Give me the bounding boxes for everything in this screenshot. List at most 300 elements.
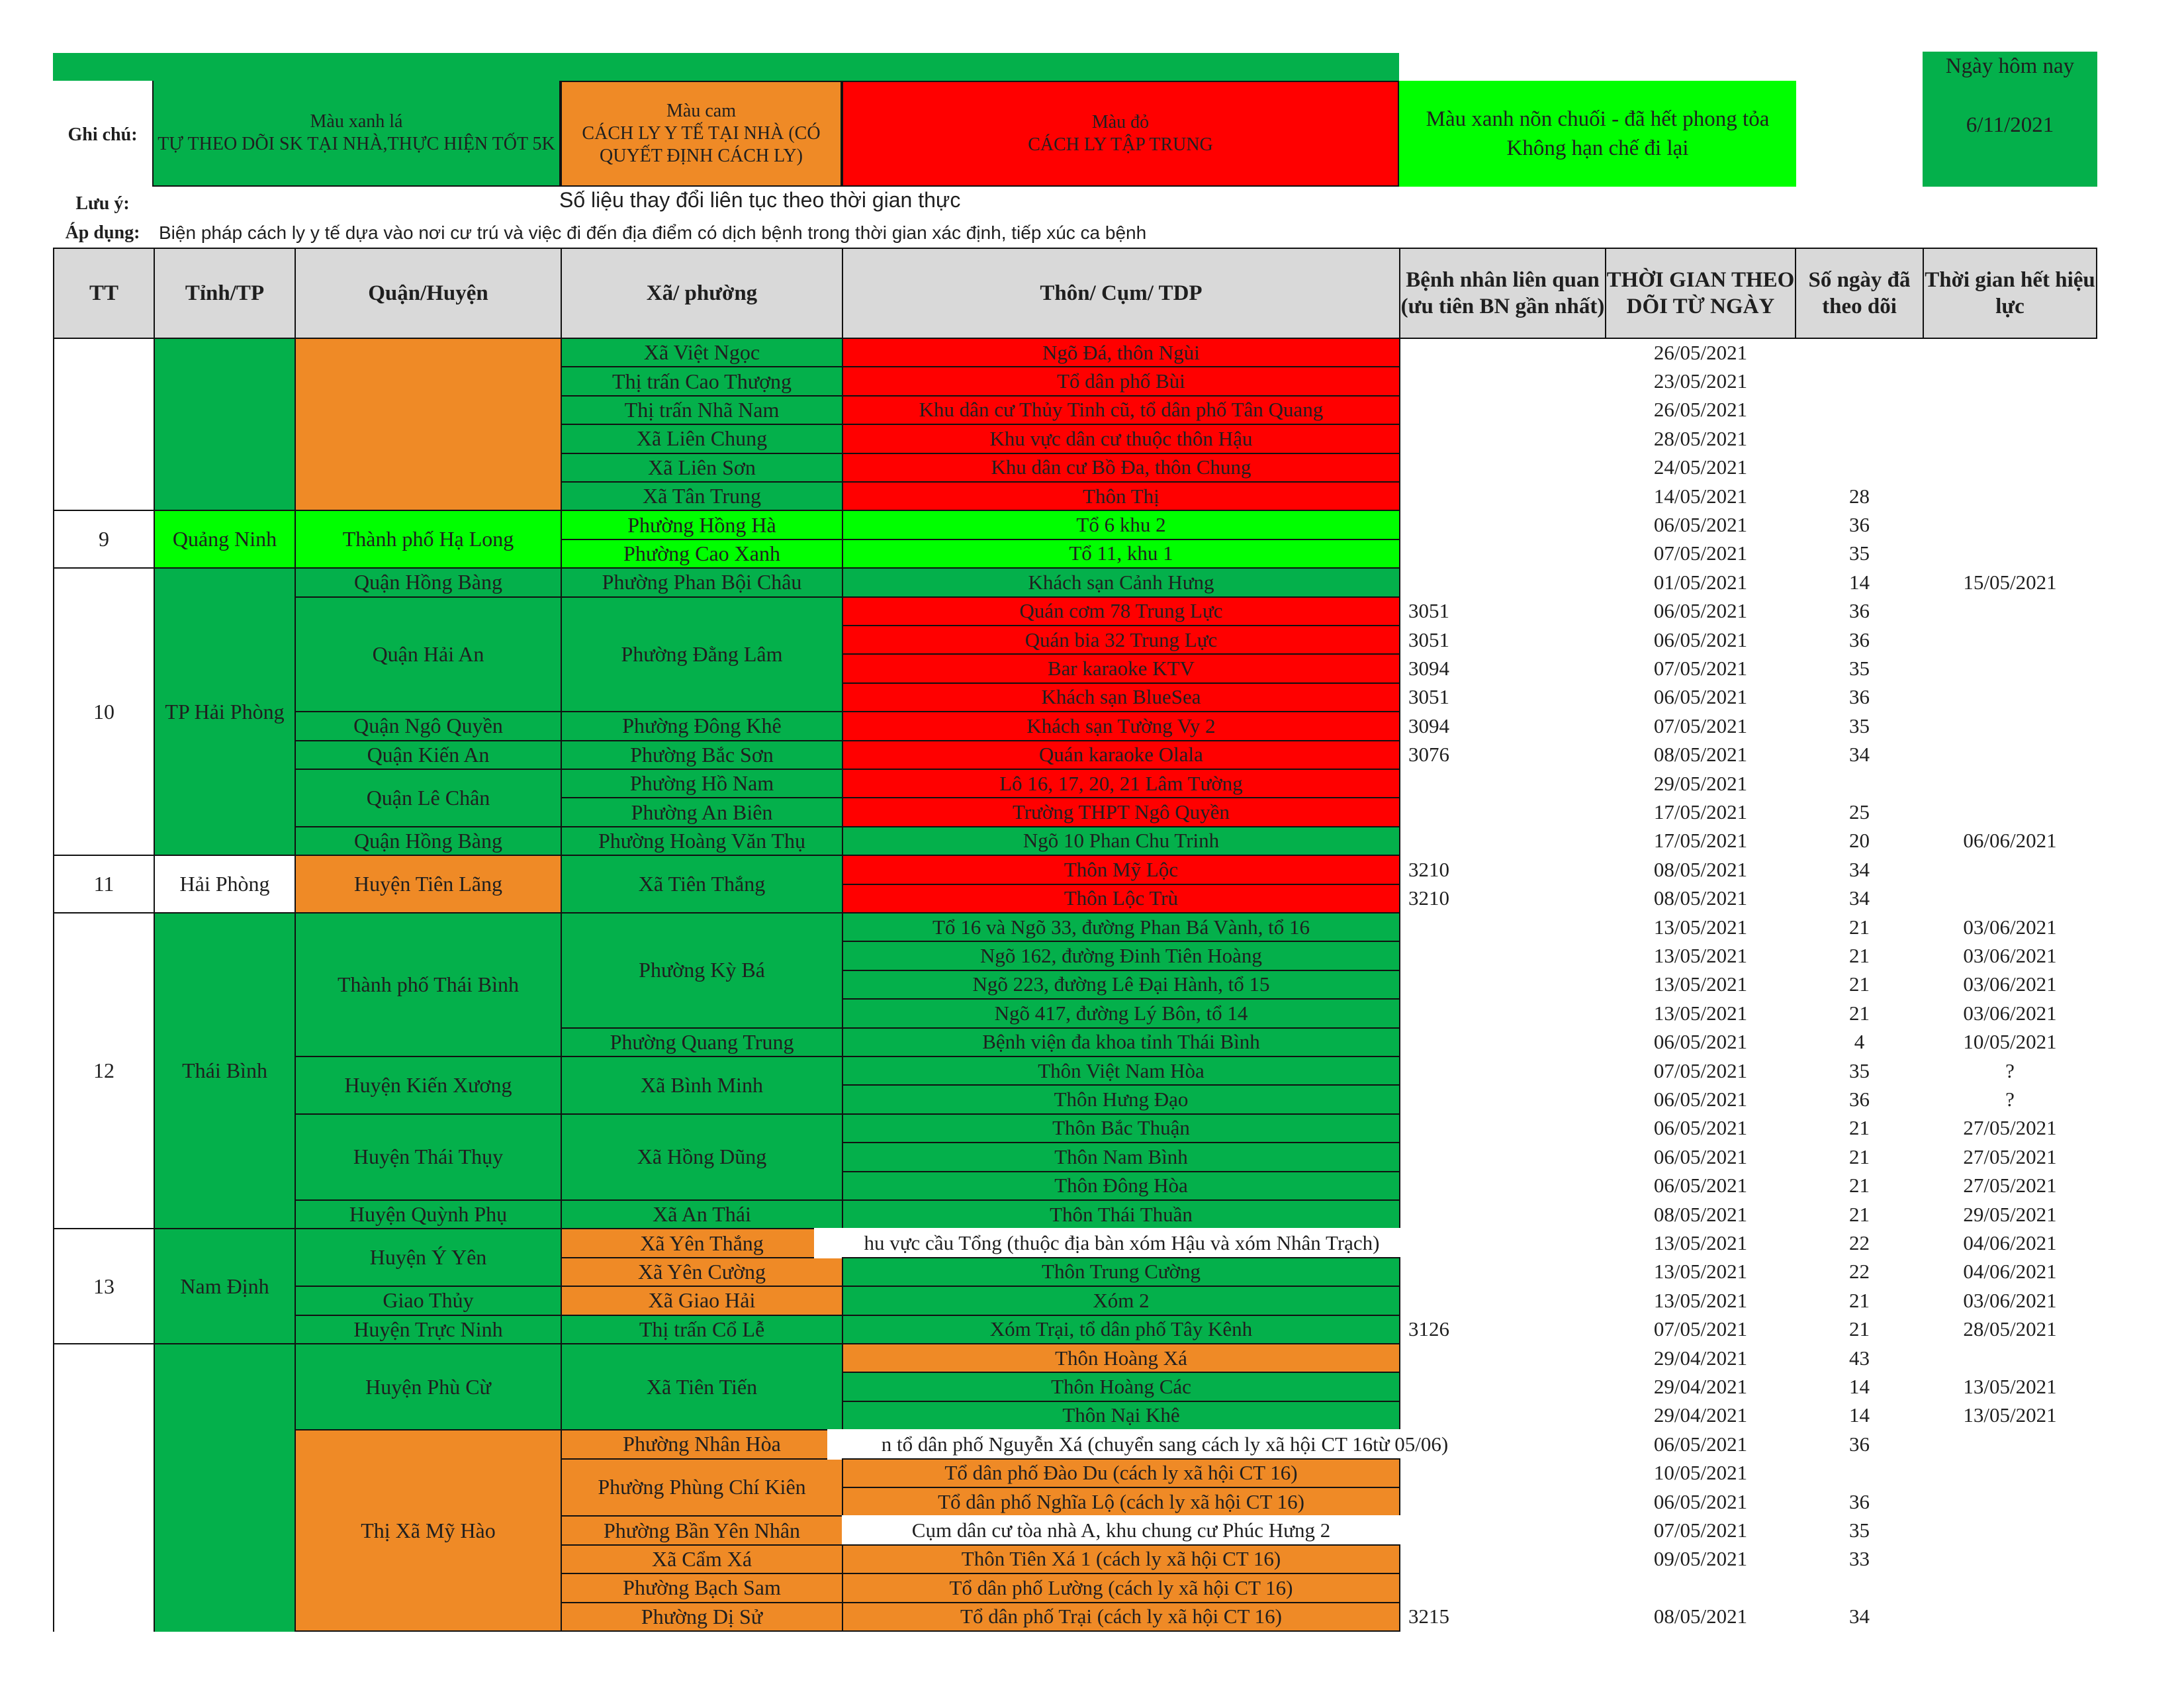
ward-cell: Thị trấn Cao Thượng <box>561 366 843 396</box>
expiry-date: 03/06/2021 <box>1963 1288 2057 1312</box>
header-tt: TT <box>53 248 155 339</box>
expiry-date: 03/06/2021 <box>1963 944 2057 968</box>
start-date: 06/05/2021 <box>1653 1116 1748 1140</box>
ward-cell: Xã Cẩm Xá <box>561 1544 843 1574</box>
start-date: 29/05/2021 <box>1653 771 1748 795</box>
header-exp: Thời gian hết hiệu lực <box>1923 248 2097 339</box>
patient-id <box>1399 1372 1606 1401</box>
place-cell: Khách sạn Cảnh Hưng <box>842 567 1400 597</box>
expiry-date: 06/06/2021 <box>1963 829 2057 853</box>
days-count: 35 <box>1849 714 1870 737</box>
group-number: 9 <box>53 510 155 569</box>
expiry-date <box>1923 424 2097 453</box>
legend-lime <box>1399 81 1796 187</box>
patient-id <box>1399 453 1606 483</box>
district-cell: Huyện Phù Cừ <box>295 1343 562 1430</box>
group-number: 11 <box>53 855 155 914</box>
ward-cell: Phường Phan Bội Châu <box>561 567 843 597</box>
district-cell <box>295 338 562 511</box>
place-cell: Khu vực dân cư thuộc thôn Hậu <box>842 424 1400 453</box>
expiry-date: 10/05/2021 <box>1963 1030 2057 1054</box>
ward-cell: Phường Hồ Nam <box>561 769 843 798</box>
patient-id <box>1399 1286 1606 1315</box>
start-date: 06/05/2021 <box>1653 1489 1748 1513</box>
days-count: 21 <box>1849 944 1870 968</box>
place-cell: Khách sạn Tường Vy 2 <box>842 711 1400 741</box>
place-cell: Khu dân cư Bồ Đa, thôn Chung <box>842 453 1400 483</box>
days-count: 34 <box>1849 857 1870 881</box>
start-date: 09/05/2021 <box>1653 1547 1748 1571</box>
group-number: 10 <box>53 567 155 856</box>
start-date: 01/05/2021 <box>1653 570 1748 594</box>
expiry-date: ? <box>2005 1058 2015 1082</box>
days-count <box>1795 769 1924 798</box>
days-count: 33 <box>1849 1547 1870 1571</box>
patient-id: 3051 <box>1408 599 1449 623</box>
patient-id <box>1399 424 1606 453</box>
place-cell: Thôn Việt Nam Hòa <box>842 1056 1400 1086</box>
ward-cell: Phường Hoàng Văn Thụ <box>561 826 843 856</box>
expiry-date <box>1923 366 2097 396</box>
place-cell: Tổ 16 và Ngõ 33, đường Phan Bá Vành, tổ 16 <box>842 912 1400 942</box>
legend-green-title: Màu xanh lá <box>310 111 403 132</box>
place-cell: Thôn Bắc Thuận <box>842 1113 1400 1143</box>
days-count: 21 <box>1849 1001 1870 1025</box>
days-count: 34 <box>1849 886 1870 910</box>
days-count: 28 <box>1849 484 1870 508</box>
expiry-date <box>1923 1487 2097 1517</box>
district-cell: Huyện Kiến Xương <box>295 1056 562 1115</box>
patient-id: 3126 <box>1408 1317 1449 1341</box>
legend-top-bar <box>53 53 1399 81</box>
legend-orange-text: CÁCH LY Y TẾ TẠI NHÀ (CÓ QUYẾT ĐỊNH CÁCH LY) <box>582 123 821 166</box>
days-count: 35 <box>1849 1519 1870 1542</box>
district-cell: Huyện Ý Yên <box>295 1228 562 1287</box>
place-cell: Quán karaoke Olala <box>842 740 1400 770</box>
province-cell <box>154 1343 296 1632</box>
place-cell: Thôn Đông Hòa <box>842 1171 1400 1201</box>
expiry-date <box>1923 1458 2097 1488</box>
start-date: 07/05/2021 <box>1653 714 1748 737</box>
expiry-date <box>1923 682 2097 712</box>
days-count: 21 <box>1849 1317 1870 1341</box>
start-date: 24/05/2021 <box>1653 455 1748 479</box>
patient-id <box>1399 1573 1606 1603</box>
days-count: 21 <box>1849 1202 1870 1226</box>
days-count: 21 <box>1849 1174 1870 1197</box>
ward-cell: Xã Liên Chung <box>561 424 843 453</box>
place-cell: Thôn Hưng Đạo <box>842 1084 1400 1114</box>
patient-id: 3051 <box>1408 628 1449 651</box>
start-date: 06/05/2021 <box>1653 1145 1748 1168</box>
patient-id <box>1399 1084 1606 1114</box>
place-cell: Thôn Mỹ Lộc <box>842 855 1400 884</box>
start-date: 29/04/2021 <box>1653 1403 1748 1427</box>
province-cell: Quảng Ninh <box>154 510 296 569</box>
patient-id <box>1399 1171 1606 1201</box>
header-quan: Quận/Huyện <box>295 248 562 339</box>
start-date: 13/05/2021 <box>1653 1260 1748 1284</box>
place-cell: Thôn Hoàng Xá <box>842 1343 1400 1373</box>
luu-y-text: Số liệu thay đổi liên tục theo thời gian thực <box>559 188 961 212</box>
place-cell: Tổ dân phố Bùi <box>842 366 1400 396</box>
expiry-date: 03/06/2021 <box>1963 915 2057 939</box>
start-date: 13/05/2021 <box>1653 1231 1748 1255</box>
start-date: 08/05/2021 <box>1653 886 1748 910</box>
today-box <box>1923 52 2097 187</box>
ward-cell: Phường An Biên <box>561 797 843 827</box>
place-cell: Ngõ 223, đường Lê Đại Hành, tổ 15 <box>842 970 1400 1000</box>
days-count: 14 <box>1849 1403 1870 1427</box>
expiry-date: 04/06/2021 <box>1963 1260 2057 1284</box>
patient-id <box>1399 1487 1606 1517</box>
patient-id <box>1399 912 1606 942</box>
place-cell: Bar karaoke KTV <box>842 653 1400 683</box>
ward-cell: Xã Giao Hải <box>561 1286 843 1315</box>
place-cell: Cụm dân cư tòa nhà A, khu chung cư Phúc Hưng 2 <box>842 1515 1400 1545</box>
ward-cell: Phường Hồng Hà <box>561 510 843 539</box>
district-cell: Huyện Thái Thụy <box>295 1113 562 1201</box>
days-count: 34 <box>1849 1605 1870 1628</box>
days-count: 36 <box>1849 1432 1870 1456</box>
days-count: 36 <box>1849 685 1870 709</box>
patient-id: 3215 <box>1408 1605 1449 1628</box>
days-count: 34 <box>1849 743 1870 767</box>
district-cell: Thành phố Hạ Long <box>295 510 562 569</box>
start-date: 06/05/2021 <box>1653 685 1748 709</box>
expiry-date: 27/05/2021 <box>1963 1116 2057 1140</box>
days-count: 14 <box>1849 570 1870 594</box>
patient-id: 3094 <box>1408 657 1449 680</box>
start-date: 10/05/2021 <box>1653 1461 1748 1485</box>
district-cell: Giao Thủy <box>295 1286 562 1315</box>
legend-green-text: TỰ THEO DÕI SK TẠI NHÀ,THỰC HIỆN TỐT 5K <box>158 134 555 154</box>
patient-id: 3076 <box>1408 743 1449 767</box>
patient-id <box>1399 1257 1606 1287</box>
expiry-date: 13/05/2021 <box>1963 1403 2057 1427</box>
place-cell: Xóm 2 <box>842 1286 1400 1315</box>
days-count: 21 <box>1849 1145 1870 1168</box>
patient-id <box>1399 1343 1606 1373</box>
legend-label: Ghi chú: <box>68 124 138 145</box>
days-count <box>1795 424 1924 453</box>
ap-dung-label: Áp dụng: <box>65 222 140 243</box>
ward-cell: Phường Kỳ Bá <box>561 912 843 1029</box>
place-cell: Thôn Tiên Xá 1 (cách ly xã hội CT 16) <box>842 1544 1400 1574</box>
district-cell: Thị Xã Mỹ Hào <box>295 1429 562 1632</box>
patient-id <box>1399 1199 1606 1229</box>
start-date: 07/05/2021 <box>1653 1519 1748 1542</box>
expiry-date: 03/06/2021 <box>1963 1001 2057 1025</box>
ward-cell: Phường Bắc Sơn <box>561 740 843 770</box>
days-count: 21 <box>1849 1288 1870 1312</box>
expiry-date <box>1923 797 2097 827</box>
patient-id: 3094 <box>1408 714 1449 737</box>
province-cell: Thái Bình <box>154 912 296 1229</box>
legend-red-text: CÁCH LY TẬP TRUNG <box>1028 134 1213 155</box>
start-date: 17/05/2021 <box>1653 829 1748 853</box>
group-number <box>53 338 155 511</box>
patient-id: 3210 <box>1408 886 1449 910</box>
place-cell: Ngõ Đá, thôn Ngùi <box>842 338 1400 367</box>
expiry-date: ? <box>2005 1088 2015 1111</box>
place-cell: Quán bia 32 Trung Lực <box>842 625 1400 655</box>
ward-cell: Thị trấn Cổ Lễ <box>561 1315 843 1344</box>
ward-cell: Phường Đông Khê <box>561 711 843 741</box>
ward-cell: Xã Việt Ngọc <box>561 338 843 367</box>
patient-id <box>1399 797 1606 827</box>
today-value: 6/11/2021 <box>1966 113 2054 137</box>
group-number: 13 <box>53 1228 155 1344</box>
patient-id <box>1399 941 1606 970</box>
expiry-date <box>1923 1515 2097 1545</box>
legend-red <box>842 81 1399 187</box>
start-date: 06/05/2021 <box>1653 599 1748 623</box>
expiry-date <box>1923 510 2097 539</box>
expiry-date <box>1923 481 2097 511</box>
header-days: Số ngày đã theo dõi <box>1795 248 1924 339</box>
expiry-date <box>1923 855 2097 884</box>
patient-id <box>1399 998 1606 1028</box>
patient-id <box>1399 769 1606 798</box>
expiry-date <box>1923 1573 2097 1603</box>
group-number <box>53 1343 155 1632</box>
place-cell: Thôn Nam Bình <box>842 1142 1400 1172</box>
patient-id <box>1399 539 1606 569</box>
patient-id <box>1399 826 1606 856</box>
expiry-date: 29/05/2021 <box>1963 1202 2057 1226</box>
days-count: 22 <box>1849 1231 1870 1255</box>
ap-dung-text: Biện pháp cách ly y tế dựa vào nơi cư trú và việc đi đến địa điểm có dịch bệnh trong thời gian xác định, tiếp xúc ca bệnh <box>159 222 1147 243</box>
start-date: 08/05/2021 <box>1653 1202 1748 1226</box>
days-count: 14 <box>1849 1375 1870 1399</box>
patient-id <box>1399 1544 1606 1574</box>
place-cell: Thôn Thái Thuần <box>842 1199 1400 1229</box>
days-count: 36 <box>1849 513 1870 537</box>
start-date: 07/05/2021 <box>1653 541 1748 565</box>
legend-lime-text: Không hạn chế đi lại <box>1506 136 1689 160</box>
patient-id: 3210 <box>1408 857 1449 881</box>
days-count: 36 <box>1849 599 1870 623</box>
start-date: 06/05/2021 <box>1653 1088 1748 1111</box>
ward-cell: Xã Tiên Thắng <box>561 855 843 914</box>
start-date <box>1605 1573 1796 1603</box>
start-date: 06/05/2021 <box>1653 1174 1748 1197</box>
province-cell: TP Hải Phòng <box>154 567 296 856</box>
legend-orange-title: Màu cam <box>666 101 736 121</box>
patient-id <box>1399 510 1606 539</box>
days-count: 21 <box>1849 972 1870 996</box>
start-date: 07/05/2021 <box>1653 1058 1748 1082</box>
start-date: 26/05/2021 <box>1653 398 1748 422</box>
district-cell: Huyện Quỳnh Phụ <box>295 1199 562 1229</box>
place-cell: Trường THPT Ngô Quyền <box>842 797 1400 827</box>
expiry-date <box>1923 338 2097 367</box>
district-cell: Quận Hồng Bàng <box>295 567 562 597</box>
patient-id <box>1399 1142 1606 1172</box>
patient-id <box>1399 338 1606 367</box>
district-cell: Huyện Trực Ninh <box>295 1315 562 1344</box>
group-number: 12 <box>53 912 155 1229</box>
expiry-date <box>1923 539 2097 569</box>
patient-id <box>1399 1113 1606 1143</box>
ward-cell: Phường Dị Sử <box>561 1602 843 1632</box>
legend-lime-title: Màu xanh nõn chuối - đã hết phong tỏa <box>1426 107 1770 131</box>
province-cell: Nam Định <box>154 1228 296 1344</box>
expiry-date <box>1923 596 2097 626</box>
expiry-date <box>1923 1429 2097 1459</box>
days-count: 36 <box>1849 1088 1870 1111</box>
today-label: Ngày hôm nay <box>1945 54 2075 78</box>
expiry-date <box>1923 1343 2097 1373</box>
patient-id <box>1399 395 1606 425</box>
days-count <box>1795 1458 1924 1488</box>
start-date: 06/05/2021 <box>1653 1432 1748 1456</box>
place-cell: Ngõ 10 Phan Chu Trinh <box>842 826 1400 856</box>
place-cell: Tổ 6 khu 2 <box>842 510 1400 539</box>
expiry-date: 15/05/2021 <box>1963 570 2057 594</box>
district-cell: Quận Hải An <box>295 596 562 713</box>
place-cell: Xóm Trại, tổ dân phố Tây Kênh <box>842 1315 1400 1344</box>
patient-id <box>1399 481 1606 511</box>
start-date: 06/05/2021 <box>1653 513 1748 537</box>
ward-cell: Xã Liên Sơn <box>561 453 843 483</box>
start-date: 29/04/2021 <box>1653 1346 1748 1370</box>
expiry-date: 04/06/2021 <box>1963 1231 2057 1255</box>
days-count: 36 <box>1849 1489 1870 1513</box>
ward-cell: Xã Hồng Dũng <box>561 1113 843 1201</box>
days-count: 35 <box>1849 657 1870 680</box>
patient-id <box>1399 970 1606 1000</box>
start-date: 06/05/2021 <box>1653 628 1748 651</box>
legend-green <box>152 81 561 187</box>
patient-id: 3051 <box>1408 685 1449 709</box>
expiry-date: 27/05/2021 <box>1963 1145 2057 1168</box>
district-cell: Thành phố Thái Bình <box>295 912 562 1057</box>
ward-cell: Phường Bần Yên Nhân <box>561 1515 843 1545</box>
ward-cell: Xã Bình Minh <box>561 1056 843 1115</box>
start-date: 07/05/2021 <box>1653 657 1748 680</box>
expiry-date: 27/05/2021 <box>1963 1174 2057 1197</box>
expiry-date <box>1923 740 2097 770</box>
place-cell: Khách sạn BlueSea <box>842 682 1400 712</box>
ward-cell: Thị trấn Nhã Nam <box>561 395 843 425</box>
days-count: 35 <box>1849 1058 1870 1082</box>
place-cell: Tổ dân phố Nghĩa Lộ (cách ly xã hội CT 16) <box>842 1487 1400 1517</box>
header-thon: Thôn/ Cụm/ TDP <box>842 248 1400 339</box>
patient-id <box>1399 1228 1606 1258</box>
expiry-date <box>1923 625 2097 655</box>
start-date: 08/05/2021 <box>1653 743 1748 767</box>
place-cell: Ngõ 162, đường Đinh Tiên Hoàng <box>842 941 1400 970</box>
start-date: 17/05/2021 <box>1653 800 1748 824</box>
ward-cell: Phường Đằng Lâm <box>561 596 843 713</box>
expiry-date <box>1923 653 2097 683</box>
ward-cell: Phường Cao Xanh <box>561 539 843 569</box>
ward-cell: Phường Quang Trung <box>561 1027 843 1057</box>
header-tinh: Tỉnh/TP <box>154 248 296 339</box>
place-cell: Lô 16, 17, 20, 21 Lâm Tường <box>842 769 1400 798</box>
start-date: 08/05/2021 <box>1653 1605 1748 1628</box>
expiry-date <box>1923 395 2097 425</box>
expiry-date <box>1923 1602 2097 1632</box>
start-date: 14/05/2021 <box>1653 484 1748 508</box>
days-count <box>1795 453 1924 483</box>
start-date: 26/05/2021 <box>1653 340 1748 364</box>
start-date: 13/05/2021 <box>1653 915 1748 939</box>
ward-cell: Xã Tân Trung <box>561 481 843 511</box>
ward-cell: Xã An Thái <box>561 1199 843 1229</box>
days-count: 36 <box>1849 628 1870 651</box>
days-count: 43 <box>1849 1346 1870 1370</box>
expiry-date <box>1923 884 2097 914</box>
days-count: 22 <box>1849 1260 1870 1284</box>
expiry-date: 13/05/2021 <box>1963 1375 2057 1399</box>
ward-cell: Xã Yên Thắng <box>561 1228 843 1258</box>
place-cell: Tổ dân phố Trại (cách ly xã hội CT 16) <box>842 1602 1400 1632</box>
place-cell: Tổ 11, khu 1 <box>842 539 1400 569</box>
days-count: 21 <box>1849 1116 1870 1140</box>
ward-cell: Phường Phùng Chí Kiên <box>561 1458 843 1517</box>
days-count <box>1795 1573 1924 1603</box>
days-count: 25 <box>1849 800 1870 824</box>
patient-id <box>1399 1056 1606 1086</box>
days-count: 21 <box>1849 915 1870 939</box>
place-cell: Ngõ 417, đường Lý Bôn, tổ 14 <box>842 998 1400 1028</box>
days-count <box>1795 395 1924 425</box>
place-cell: Quán cơm 78 Trung Lực <box>842 596 1400 626</box>
luu-y-label: Lưu ý: <box>75 193 130 214</box>
place-cell: Thôn Thị <box>842 481 1400 511</box>
header-bn: Bệnh nhân liên quan (ưu tiên BN gần nhất) <box>1399 248 1606 339</box>
patient-id <box>1399 1458 1606 1488</box>
place-cell: Thôn Trung Cường <box>842 1257 1400 1287</box>
place-cell: Thôn Hoàng Các <box>842 1372 1400 1401</box>
legend-red-title: Màu đỏ <box>1091 112 1150 132</box>
ward-cell: Xã Yên Cường <box>561 1257 843 1287</box>
place-cell: Bệnh viện đa khoa tỉnh Thái Bình <box>842 1027 1400 1057</box>
ward-cell: Phường Nhân Hòa <box>561 1429 843 1459</box>
patient-id <box>1399 1401 1606 1430</box>
place-cell: Thôn Nại Khê <box>842 1401 1400 1430</box>
place-cell: Tổ dân phố Đào Du (cách ly xã hội CT 16) <box>842 1458 1400 1488</box>
header-from: THỜI GIAN THEO DÕI TỪ NGÀY <box>1605 248 1796 339</box>
days-count: 4 <box>1854 1030 1865 1054</box>
district-cell: Quận Hồng Bàng <box>295 826 562 856</box>
patient-id <box>1399 1515 1606 1545</box>
days-count <box>1795 338 1924 367</box>
patient-id <box>1399 1027 1606 1057</box>
province-cell <box>154 338 296 511</box>
start-date: 07/05/2021 <box>1653 1317 1748 1341</box>
start-date: 29/04/2021 <box>1653 1375 1748 1399</box>
district-cell: Huyện Tiên Lãng <box>295 855 562 914</box>
patient-id <box>1399 366 1606 396</box>
ward-cell: Xã Tiên Tiến <box>561 1343 843 1430</box>
days-count: 20 <box>1849 829 1870 853</box>
expiry-date <box>1923 769 2097 798</box>
patient-id <box>1399 1429 1606 1459</box>
start-date: 13/05/2021 <box>1653 972 1748 996</box>
expiry-date <box>1923 711 2097 741</box>
province-cell: Hải Phòng <box>154 855 296 914</box>
legend-orange <box>561 81 842 187</box>
district-cell: Quận Ngô Quyền <box>295 711 562 741</box>
start-date: 13/05/2021 <box>1653 1288 1748 1312</box>
start-date: 13/05/2021 <box>1653 944 1748 968</box>
expiry-date: 03/06/2021 <box>1963 972 2057 996</box>
start-date: 08/05/2021 <box>1653 857 1748 881</box>
